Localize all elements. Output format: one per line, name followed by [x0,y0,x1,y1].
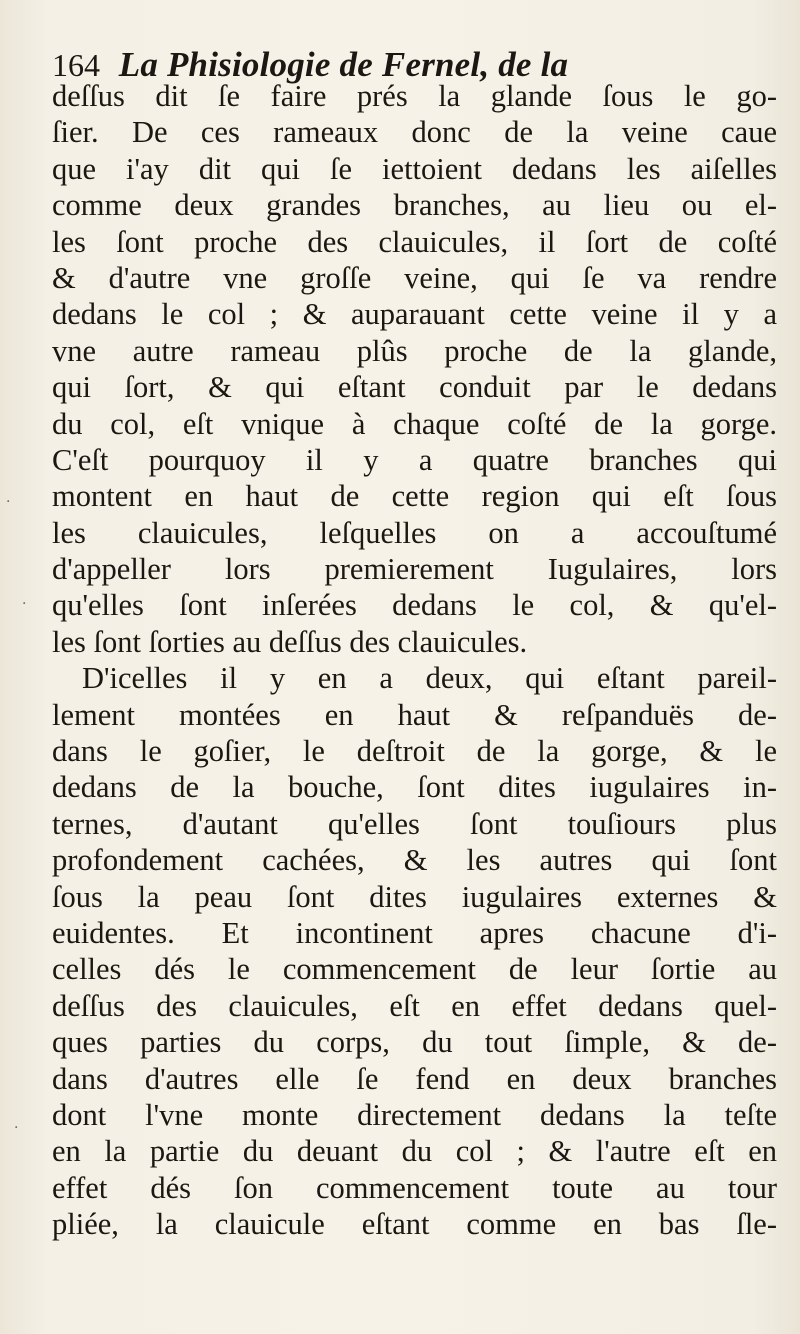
text-line: les ſont proche des clauicules, il ſort de coſté [52,224,777,259]
text-line: en la partie du deuant du col ; & l'autre eſt en [52,1134,777,1169]
text-line: profondement cachées, & les autres qui ſont [52,843,777,878]
text-line: les clauicules, leſquelles on a accouſtumé [52,515,777,550]
text-line: qui ſort, & qui eſtant conduit par le dedans [52,370,777,405]
margin-smudge: · [22,596,27,612]
text-line: d'appeller lors premierement Iugulaires, lors [52,552,777,587]
running-title: La Phisiologie de Fernel, de la [118,45,569,84]
text-line: que i'ay dit qui ſe iettoient dedans les aiſelles [52,151,777,186]
text-line: dedans le col ; & auparauant cette veine il y a [52,297,777,332]
text-line: effet dés ſon commencement toute au tour [52,1170,777,1205]
text-line: dans le goſier, le deſtroit de la gorge, & le [52,734,777,769]
text-line: les ſont ſorties au deſſus des clauicules. [52,624,528,659]
text-line: ques parties du corps, du tout ſimple, & de- [52,1025,777,1060]
text-line: dedans de la bouche, ſont dites iugulaires in- [52,770,777,805]
text-line: ternes, d'autant qu'elles ſont touſiours plus [52,806,777,841]
text-line: dont l'vne monte directement dedans la teſte [52,1097,777,1132]
text-line: vne autre rameau plûs proche de la glande, [52,333,777,368]
text-line: montent en haut de cette region qui eſt ſous [52,479,777,514]
margin-smudge: · [6,494,11,510]
text-line: C'eſt pourquoy il y a quatre branches qui [52,442,777,477]
body-text [52,78,777,1243]
page-number: 164 [52,47,100,83]
text-line: celles dés le commencement de leur ſortie au [52,952,777,987]
text-line: comme deux grandes branches, au lieu ou el- [52,188,777,223]
text-line: pliée, la clauicule eſtant comme en bas ſle- [52,1207,777,1242]
text-line: du col, eſt vnique à chaque coſté de la gorge. [52,406,777,441]
text-line: deſſus dit ſe faire prés la glande ſous le go- [52,79,777,113]
margin-smudge: · [14,1120,19,1136]
text-line: lement montées en haut & reſpanduës de- [52,697,777,732]
text-line: euidentes. Et incontinent apres chacune d'i- [52,915,777,950]
text-line: deſſus des clauicules, eſt en effet dedans quel- [52,988,777,1023]
text-line: ſous la peau ſont dites iugulaires externes & [52,879,777,914]
text-line: ſier. De ces rameaux donc de la veine caue [52,115,777,150]
text-line: & d'autre vne groſſe veine, qui ſe va rendre [52,260,777,295]
text-line: qu'elles ſont inſerées dedans le col, & qu'el- [52,588,777,623]
text-line: D'icelles il y en a deux, qui eſtant pareil- [82,661,777,696]
text-line: dans d'autres elle ſe fend en deux branches [52,1061,777,1096]
